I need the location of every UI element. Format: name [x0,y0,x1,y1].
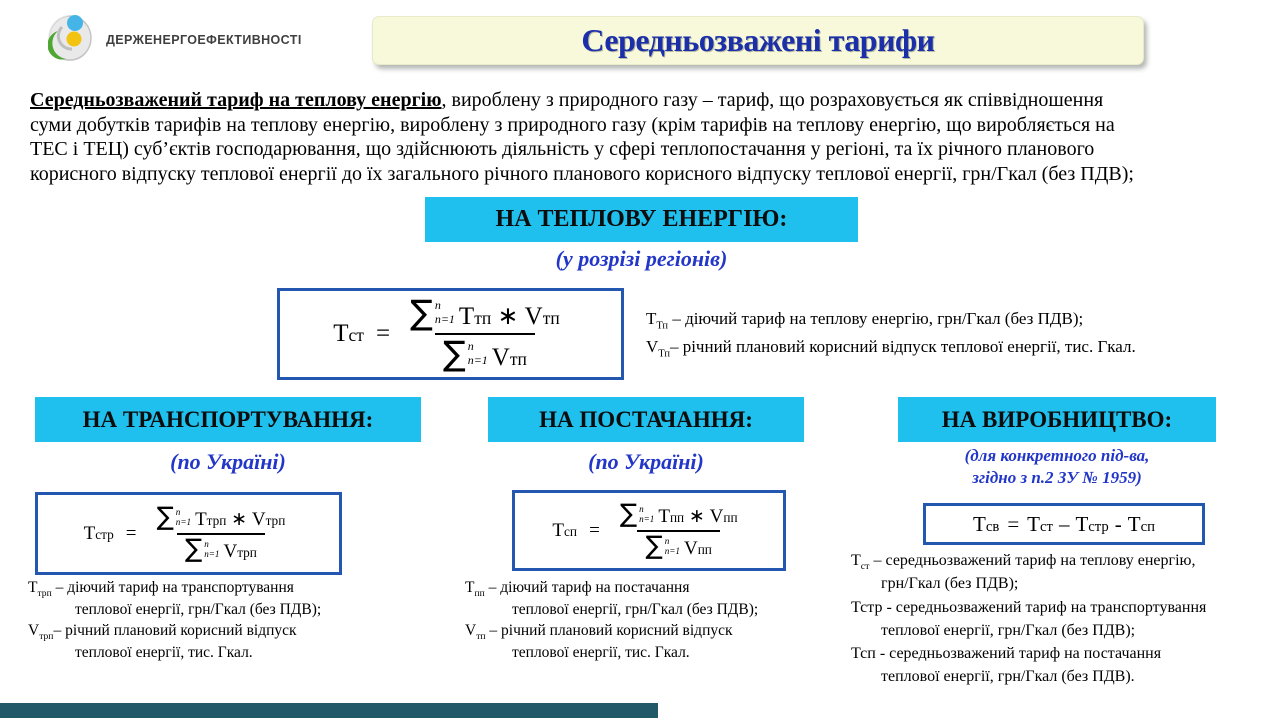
org-logo [48,13,302,61]
legend-line: $Т_{ст}$ – середньозважений тариф на теплову енергію, [851,552,1196,573]
supply-legend [465,577,758,663]
sum-symbol: ∑ n n=1 [645,530,680,561]
slide-title: Середньозважені тарифи [581,22,935,58]
formula-box-production: Тсв = Тст – Тстр - Тсп [923,503,1205,545]
banner-supply [488,397,804,442]
sum-symbol: ∑ n n=1 [410,293,455,332]
legend-line: $Т_{трп}$ – діючий тариф на транспортування [28,579,294,600]
legend-line: $V_{Тп}-$ річний плановий корисний відпуск теплової енергії, тис. Гкал. [646,337,1136,360]
legend-line: теплової енергії, тис. Гкал. [512,643,690,661]
legend-line: грн/Гкал (без ПДВ); [881,575,1019,593]
definition-line-2: суми добутків тарифів на теплову енергію, вироблену з природного газу (крім тарифів на теплову енергію, що виробляється на [30,113,1115,136]
production-legend [851,549,1206,689]
formula-box-heat [277,288,624,380]
legend-line: теплової енергії, грн/Гкал (без ПДВ); [881,621,1136,639]
banner-production-label: НА ВИРОБНИЦТВО: [941,406,1173,432]
minus-operator: - [1114,511,1122,536]
footer-bar [0,703,658,718]
formula-box-supply [512,490,786,571]
equals-sign: = [375,320,391,347]
legend-line: Тстр - середньозважений тариф на транспортування [851,598,1207,616]
equals-sign: = [589,519,600,541]
banner-transport-label: НА ТРАНСПОРТУВАННЯ: [82,406,374,432]
formula-transport-fraction: ∑ n n=1 Ттрп ∗ Vтрп ∑ n n=1 Vтрп [156,501,286,564]
org-name: ДЕРЖЕНЕРГОЕФЕКТИВНОСТІ [106,33,302,47]
legend-line: теплової енергії, тис. Гкал. [75,643,253,661]
formula-transport-lhs: Тстр [83,522,114,544]
heat-subtitle: (у розрізі регіонів) [555,246,728,271]
transport-legend [28,577,321,663]
definition-paragraph [30,88,1265,186]
formula-production-lhs: Тсв [973,511,1000,536]
multiply-operator: ∗ [231,508,248,530]
legend-line: теплової енергії, грн/Гкал (без ПДВ). [881,668,1135,686]
banner-transport [35,397,421,442]
legend-line: Тсп - середньозважений тариф на постачання [851,645,1162,663]
title-banner [372,16,1144,65]
equals-sign: = [125,522,137,544]
formula-heat-lhs: Тст [333,320,364,347]
production-subtitle [898,445,1216,489]
definition-line-3: ТЕС і ТЕЦ) суб’єктів господарювання, що здійснюють діяльність у сфері теплопостачання у регіоні, та їх річного планового [30,138,1095,160]
banner-heat-energy [425,197,858,242]
definition-line-1 [30,88,1265,113]
formula-box-transport [35,492,342,575]
formula-supply-lhs: Тсп [552,519,578,541]
minus-operator: – [1058,511,1070,536]
legend-line: $Т_{пп}$ – діючий тариф на постачання [465,579,690,600]
legend-line: $Т_{Тп}$ – діючий тариф на теплову енергію, грн/Гкал (без ПДВ); [646,309,1084,332]
sum-symbol: ∑ n n=1 [184,533,220,564]
legend-line: $V_{тп}$ – річний плановий корисний відпуск [465,622,733,643]
transport-subtitle: (по Україні) [170,449,286,474]
formula-heat-fraction: ∑ n n=1 Ттп ∗ Vтп ∑ n n=1 Vтп [410,293,560,373]
equals-sign: = [1007,511,1020,536]
definition-line-1-rest: , вироблену з природного газу – тариф, що розраховується як співвідношення [441,89,1104,111]
banner-production [898,397,1216,442]
formula-supply-fraction: ∑ n n=1 Тпп ∗ Vпп ∑ n n=1 Vпп [619,498,738,561]
sum-symbol: ∑ n n=1 [619,498,655,529]
definition-lead: Середньозважений тариф на теплову енергію [30,89,442,111]
legend-line: $V_{трп}-$ річний плановий корисний відпуск [28,622,297,643]
org-logo-icon [48,13,94,61]
multiply-operator: ∗ [688,505,705,527]
banner-supply-label: НА ПОСТАЧАННЯ: [539,406,753,432]
banner-heat-energy-label: НА ТЕПЛОВУ ЕНЕРГІЮ: [495,206,788,232]
supply-subtitle: (по Україні) [588,449,704,474]
definition-line-4: корисного відпуску теплової енергії до їх загального річного планового корисного відпуску теплової енергії, грн/Гкал (без ПДВ); [30,162,1134,185]
sum-symbol: ∑ n n=1 [156,501,192,532]
legend-line: теплової енергії, грн/Гкал (без ПДВ); [75,600,322,618]
heat-legend [646,305,1136,361]
legend-line: теплової енергії, грн/Гкал (без ПДВ); [512,600,759,618]
multiply-operator: ∗ [497,303,519,330]
production-subtitle-line-2: згідно з п.2 ЗУ № 1959) [972,468,1142,487]
production-subtitle-line-1: (для конкретного під-ва, [964,446,1150,465]
sum-symbol: ∑ n n=1 [442,334,488,373]
